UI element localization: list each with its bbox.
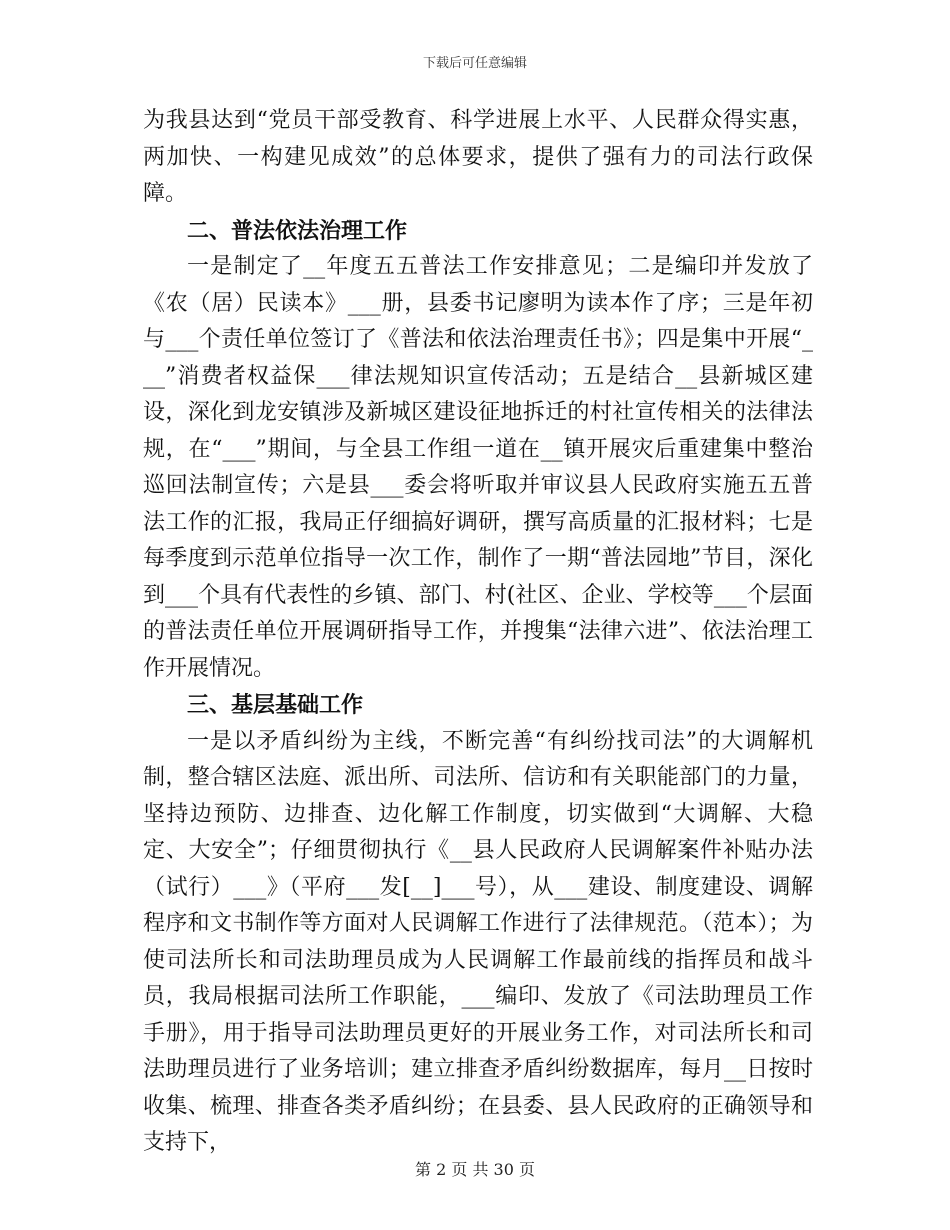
paragraph-legal-education: 一是制定了__年度五五普法工作安排意见；二是编印并发放了《农（居）民读本》___册，县委书记廖明为读本作了序；三是年初与___个责任单位签订了《普法和依法治理责任书》；四是集中开展“___”消费者权益保___律法规知识宣传活动；五是结合__县新城区建设，深化到龙安镇涉及新城区建设征地拆迁的村社宣传相关的法律法规，在“___”期间，与全县工作组一道在__镇开展灾后重建集中整治巡回法制宣传；六是县___委会将听取并审议县人民政府实施五五普法工作的汇报，我局正仔细搞好调研，撰写高质量的汇报材料；七是每季度到示范单位指导一次工作，制作了一期“普法园地”节目，深化到___个具有代表性的乡镇、部门、村(社区、企业、学校等___个层面的普法责任单位开展调研指导工作，并搜集“法律六进”、依法治理工作开展情况。 <box>143 254 813 681</box>
paragraph-grassroots: 一是以矛盾纠纷为主线，不断完善“有纠纷找司法”的大调解机制，整合辖区法庭、派出所、司法所、信访和有关职能部门的力量，坚持边预防、边排查、边化解工作制度，切实做到“大调解、大稳定、大安全”；仔细贯彻执行《__县人民政府人民调解案件补贴办法（试行）___》（平府___发[__]___号），从___建设、制度建设、调解程序和文书制作等方面对人民调解工作进行了法律规范。（范本）；为使司法所长和司法助理员成为人民调解工作最前线的指挥员和战斗员，我局根据司法所工作职能，___编印、发放了《司法助理员工作手册》，用于指导司法助理员更好的开展业务工作，对司法所长和司法助理员进行了业务培训；建立排查矛盾纠纷数据库，每月__日按时收集、梳理、排查各类矛盾纠纷；在县委、县人民政府的正确领导和支持下， <box>143 728 813 1155</box>
section-heading-legal-education: 二、普法依法治理工作 <box>187 217 408 244</box>
header-note: 下载后可任意编辑 <box>422 56 527 71</box>
page-number-footer: 第 2 页 共 30 页 <box>415 1160 535 1179</box>
section-heading-grassroots: 三、基层基础工作 <box>187 692 364 718</box>
document-body <box>143 103 813 1162</box>
paragraph-intro: 为我县达到“党员干部受教育、科学进展上水平、人民群众得实惠，两加快、一构建见成效”的总体要求，提供了强有力的司法行政保障。 <box>143 108 813 206</box>
